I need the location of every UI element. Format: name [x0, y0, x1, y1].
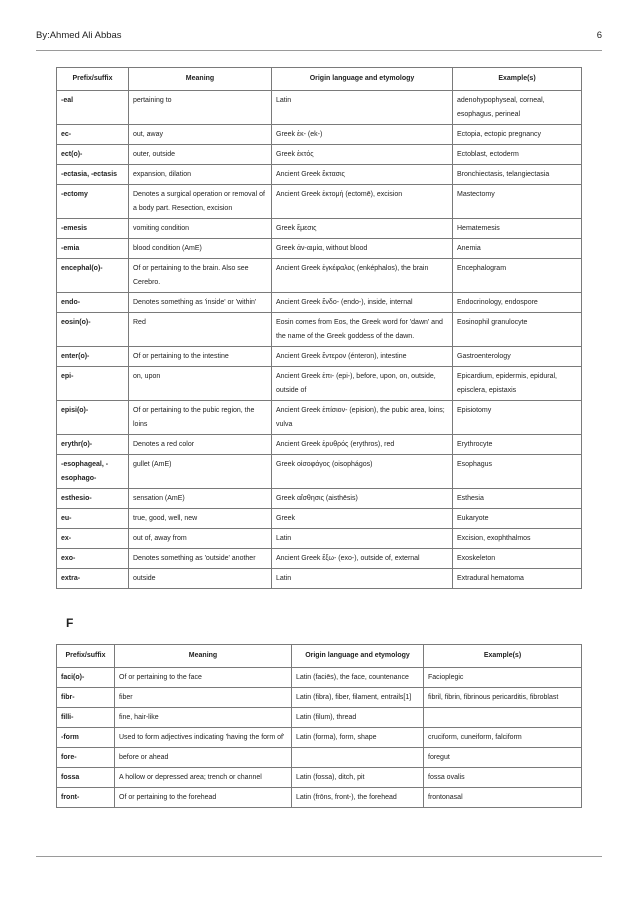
table-header-row [57, 68, 582, 91]
meaning-cell: Of or pertaining to the pubic region, the loins [129, 401, 272, 435]
table-row [57, 239, 582, 259]
table-row [57, 688, 582, 708]
prefix-cell: extra- [57, 569, 129, 589]
meaning-cell: expansion, dilation [129, 165, 272, 185]
table-row [57, 401, 582, 435]
column-header: Prefix/suffix [57, 645, 115, 668]
prefix-cell: episi(o)- [57, 401, 129, 435]
table-row [57, 165, 582, 185]
prefix-cell: fibr- [57, 688, 115, 708]
table-row [57, 668, 582, 688]
example-cell: Endocrinology, endospore [453, 293, 582, 313]
prefix-cell: -form [57, 728, 115, 748]
example-cell: Anemia [453, 239, 582, 259]
example-cell: Episiotomy [453, 401, 582, 435]
column-header: Meaning [115, 645, 292, 668]
prefix-table-e [56, 67, 582, 589]
example-cell: Extradural hematoma [453, 569, 582, 589]
table-row [57, 145, 582, 165]
header-rule [36, 50, 602, 51]
origin-cell: Ancient Greek ἐκτομή (ectomē), excision [272, 185, 453, 219]
column-header: Meaning [129, 68, 272, 91]
example-cell: fossa ovalis [424, 768, 582, 788]
table-row [57, 219, 582, 239]
prefix-cell: faci(o)- [57, 668, 115, 688]
meaning-cell: out of, away from [129, 529, 272, 549]
example-cell: Facioplegic [424, 668, 582, 688]
origin-cell: Ancient Greek ἐπίσιον- (epision), the pubic area, loins; vulva [272, 401, 453, 435]
example-cell: fibril, fibrin, fibrinous pericarditis, fibroblast [424, 688, 582, 708]
column-header: Example(s) [424, 645, 582, 668]
prefix-cell: encephal(o)- [57, 259, 129, 293]
example-cell: Hematemesis [453, 219, 582, 239]
meaning-cell: Denotes a red color [129, 435, 272, 455]
table-row [57, 509, 582, 529]
prefix-cell: endo- [57, 293, 129, 313]
origin-cell: Latin (faciēs), the face, countenance [292, 668, 424, 688]
column-header: Origin language and etymology [272, 68, 453, 91]
prefix-cell: fossa [57, 768, 115, 788]
origin-cell: Ancient Greek ἐπι- (epi-), before, upon, on, outside, outside of [272, 367, 453, 401]
prefix-cell: -ectasia, -ectasis [57, 165, 129, 185]
meaning-cell: Red [129, 313, 272, 347]
table-row [57, 728, 582, 748]
author-name: By:Ahmed Ali Abbas [36, 30, 122, 41]
example-cell: Erythrocyte [453, 435, 582, 455]
origin-cell: Ancient Greek ἔντερον (énteron), intestine [272, 347, 453, 367]
origin-cell: Latin (frōns, front-), the forehead [292, 788, 424, 808]
example-cell: adenohypophyseal, corneal, esophagus, perineal [453, 91, 582, 125]
meaning-cell: vomiting condition [129, 219, 272, 239]
meaning-cell: Denotes something as 'outside' another [129, 549, 272, 569]
table-row [57, 125, 582, 145]
example-cell: Ectoblast, ectoderm [453, 145, 582, 165]
column-header: Origin language and etymology [292, 645, 424, 668]
meaning-cell: Denotes something as 'inside' or 'within' [129, 293, 272, 313]
origin-cell: Latin (filum), thread [292, 708, 424, 728]
meaning-cell: gullet (AmE) [129, 455, 272, 489]
prefix-cell: eu- [57, 509, 129, 529]
prefix-cell: -esophageal, -esophago- [57, 455, 129, 489]
table-row [57, 435, 582, 455]
meaning-cell: Of or pertaining to the forehead [115, 788, 292, 808]
origin-cell: Latin (fossa), ditch, pit [292, 768, 424, 788]
column-header: Example(s) [453, 68, 582, 91]
meaning-cell: true, good, well, new [129, 509, 272, 529]
origin-cell: Greek αἴσθησις (aisthēsis) [272, 489, 453, 509]
example-cell: Eukaryote [453, 509, 582, 529]
table-body [57, 668, 582, 808]
example-cell: Ectopia, ectopic pregnancy [453, 125, 582, 145]
table-row [57, 455, 582, 489]
table-row [57, 293, 582, 313]
prefix-table-f [56, 644, 582, 808]
table-row [57, 91, 582, 125]
origin-cell: Greek ἐκ- (ek-) [272, 125, 453, 145]
prefix-cell: esthesio- [57, 489, 129, 509]
origin-cell: Latin (forma), form, shape [292, 728, 424, 748]
prefix-cell: fore- [57, 748, 115, 768]
meaning-cell: fine, hair-like [115, 708, 292, 728]
origin-cell: Ancient Greek ἐγκέφαλος (enképhalos), the brain [272, 259, 453, 293]
table-row [57, 748, 582, 768]
table-row [57, 529, 582, 549]
table-row [57, 768, 582, 788]
prefix-cell: ec- [57, 125, 129, 145]
example-cell: Excision, exophthalmos [453, 529, 582, 549]
prefix-cell: -eal [57, 91, 129, 125]
origin-cell: Ancient Greek ἔνδο- (endo-), inside, internal [272, 293, 453, 313]
section-letter: F [66, 616, 74, 630]
origin-cell: Ancient Greek ἔξω- (exo-), outside of, external [272, 549, 453, 569]
prefix-cell: enter(o)- [57, 347, 129, 367]
table-row [57, 313, 582, 347]
prefix-cell: eosin(o)- [57, 313, 129, 347]
origin-cell [292, 748, 424, 768]
meaning-cell: Of or pertaining to the face [115, 668, 292, 688]
origin-cell: Ancient Greek ἐρυθρός (erythros), red [272, 435, 453, 455]
meaning-cell: A hollow or depressed area; trench or channel [115, 768, 292, 788]
example-cell: Eosinophil granulocyte [453, 313, 582, 347]
table-row [57, 549, 582, 569]
prefix-cell: epi- [57, 367, 129, 401]
origin-cell: Latin (fibra), fiber, filament, entrails[1] [292, 688, 424, 708]
table-row [57, 788, 582, 808]
origin-cell: Greek ἀν-αιμία, without blood [272, 239, 453, 259]
meaning-cell: before or ahead [115, 748, 292, 768]
table-header-row [57, 645, 582, 668]
prefix-cell: erythr(o)- [57, 435, 129, 455]
meaning-cell: out, away [129, 125, 272, 145]
prefix-cell: ect(o)- [57, 145, 129, 165]
origin-cell: Latin [272, 91, 453, 125]
origin-cell: Ancient Greek ἔκτασις [272, 165, 453, 185]
example-cell: cruciform, cuneiform, falciform [424, 728, 582, 748]
meaning-cell: outer, outside [129, 145, 272, 165]
example-cell: Exoskeleton [453, 549, 582, 569]
example-cell: frontonasal [424, 788, 582, 808]
prefix-cell: -emia [57, 239, 129, 259]
table-row [57, 347, 582, 367]
origin-cell: Latin [272, 569, 453, 589]
meaning-cell: sensation (AmE) [129, 489, 272, 509]
page-number: 6 [596, 30, 602, 41]
footer-rule [36, 856, 602, 857]
origin-cell: Greek ἔμεσις [272, 219, 453, 239]
example-cell: Esthesia [453, 489, 582, 509]
column-header: Prefix/suffix [57, 68, 129, 91]
meaning-cell: on, upon [129, 367, 272, 401]
example-cell: Bronchiectasis, telangiectasia [453, 165, 582, 185]
table-row [57, 367, 582, 401]
page-header [36, 30, 602, 44]
origin-cell: Eosin comes from Eos, the Greek word for 'dawn' and the name of the Greek goddess of the dawn. [272, 313, 453, 347]
table-row [57, 569, 582, 589]
prefix-cell: -emesis [57, 219, 129, 239]
example-cell: Gastroenterology [453, 347, 582, 367]
table-row [57, 708, 582, 728]
meaning-cell: Of or pertaining to the brain. Also see Cerebro. [129, 259, 272, 293]
meaning-cell: Of or pertaining to the intestine [129, 347, 272, 367]
prefix-cell: -ectomy [57, 185, 129, 219]
prefix-cell: filli- [57, 708, 115, 728]
table-row [57, 185, 582, 219]
prefix-cell: ex- [57, 529, 129, 549]
prefix-cell: front- [57, 788, 115, 808]
example-cell: Mastectomy [453, 185, 582, 219]
origin-cell: Greek [272, 509, 453, 529]
meaning-cell: Used to form adjectives indicating 'having the form of' [115, 728, 292, 748]
example-cell: foregut [424, 748, 582, 768]
example-cell: Esophagus [453, 455, 582, 489]
example-cell [424, 708, 582, 728]
table-row [57, 489, 582, 509]
example-cell: Epicardium, epidermis, epidural, episclera, epistaxis [453, 367, 582, 401]
meaning-cell: pertaining to [129, 91, 272, 125]
meaning-cell: fiber [115, 688, 292, 708]
table-row [57, 259, 582, 293]
example-cell: Encephalogram [453, 259, 582, 293]
meaning-cell: outside [129, 569, 272, 589]
origin-cell: Latin [272, 529, 453, 549]
prefix-cell: exo- [57, 549, 129, 569]
meaning-cell: Denotes a surgical operation or removal of a body part. Resection, excision [129, 185, 272, 219]
table-body [57, 91, 582, 589]
origin-cell: Greek ἐκτός [272, 145, 453, 165]
meaning-cell: blood condition (AmE) [129, 239, 272, 259]
origin-cell: Greek οἰσοφάγος (oisophágos) [272, 455, 453, 489]
